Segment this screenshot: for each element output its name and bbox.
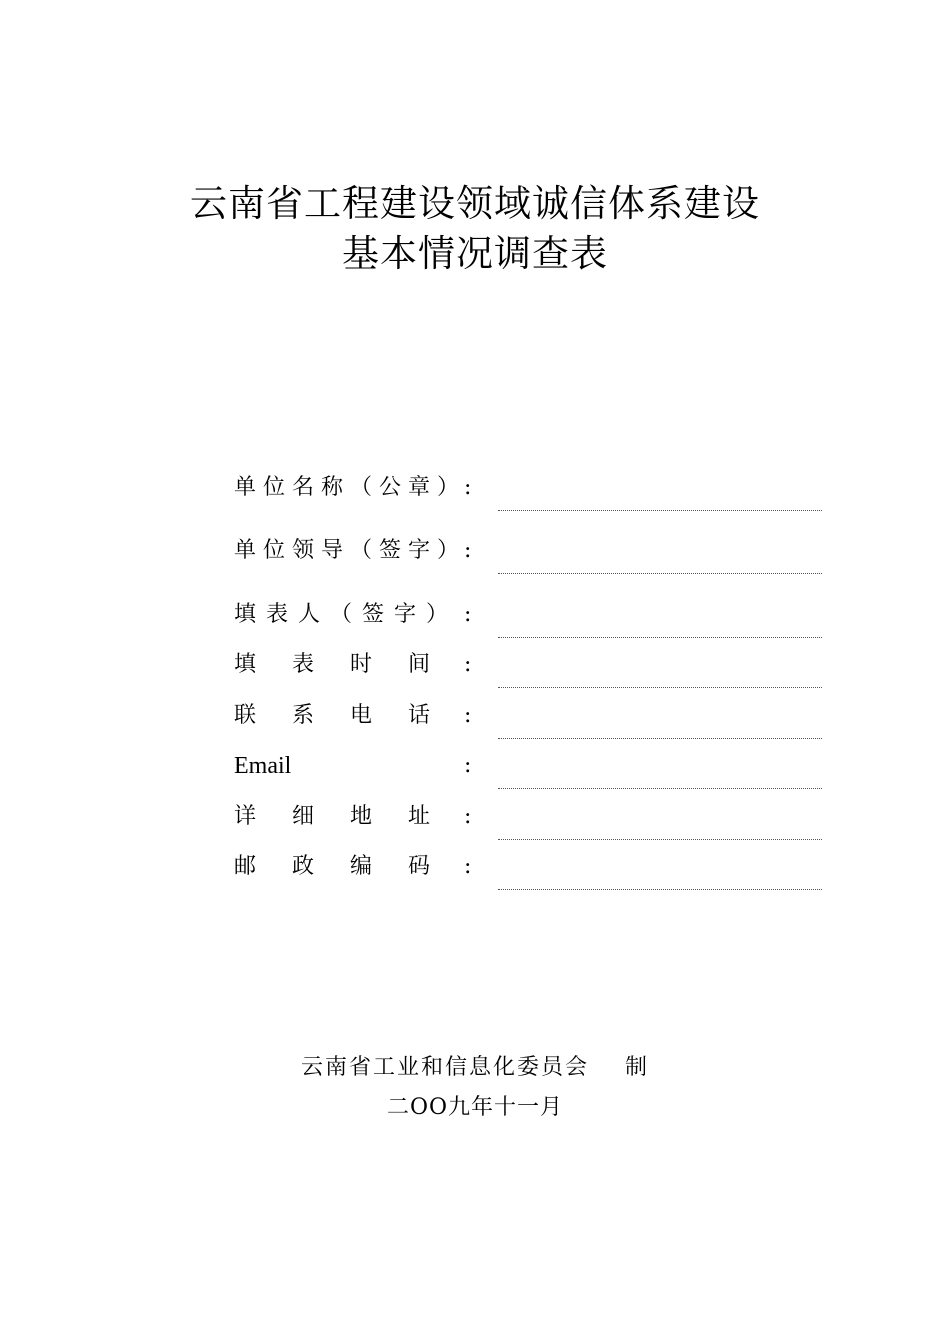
- field-colon: :: [464, 753, 472, 778]
- field-label: 填表人（签字）: [234, 602, 459, 627]
- filler-input-line[interactable]: [498, 637, 822, 638]
- organization-name: 云南省工业和信息化委员会: [300, 1055, 589, 1080]
- fill-date-input-line[interactable]: [498, 687, 822, 688]
- form-field-filler: [234, 597, 824, 641]
- postcode-input-line[interactable]: [498, 889, 822, 890]
- form-field-fill-date: [234, 647, 824, 691]
- field-colon: :: [464, 475, 472, 500]
- field-colon: :: [464, 602, 472, 627]
- form-field-unit-leader: [234, 533, 824, 577]
- field-label: 填表时间: [234, 652, 467, 677]
- field-colon: :: [464, 703, 472, 728]
- form-field-phone: [234, 698, 824, 742]
- field-label: 邮政编码: [234, 854, 467, 879]
- made-by-mark: 制: [625, 1055, 650, 1080]
- field-label: 详细地址: [234, 804, 467, 829]
- form-field-address: [234, 799, 824, 843]
- field-colon: :: [464, 804, 472, 829]
- phone-input-line[interactable]: [498, 738, 822, 739]
- form-field-postcode: [234, 849, 824, 893]
- unit-leader-input-line[interactable]: [498, 573, 822, 574]
- email-input-line[interactable]: [498, 788, 822, 789]
- form-field-unit-name: [234, 470, 824, 514]
- field-colon: :: [464, 652, 472, 677]
- field-colon: :: [464, 538, 472, 563]
- field-colon: :: [464, 854, 472, 879]
- field-label: Email: [234, 753, 292, 779]
- unit-name-input-line[interactable]: [498, 510, 822, 511]
- form-field-email: [234, 748, 824, 792]
- address-input-line[interactable]: [498, 839, 822, 840]
- issue-date: 二OO九年十一月: [386, 1095, 564, 1120]
- field-label: 单位名称（公章）: [234, 475, 467, 500]
- issuing-organization: [0, 1052, 950, 1084]
- document-title-line1: 云南省工程建设领域诚信体系建设: [190, 182, 760, 225]
- field-label: 单位领导（签字）: [234, 538, 467, 563]
- field-label: 联系电话: [234, 703, 467, 728]
- document-title-line2: 基本情况调查表: [342, 232, 608, 275]
